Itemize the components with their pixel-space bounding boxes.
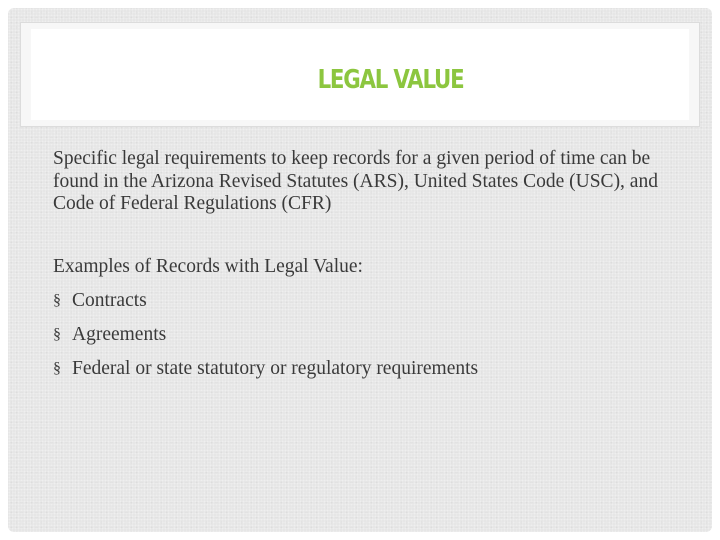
list-item [53, 284, 693, 318]
list-item [53, 318, 693, 352]
bullet-text: Contracts [72, 289, 147, 311]
title-band [20, 22, 700, 127]
slide-body [53, 148, 693, 386]
body-paragraph: Specific legal requirements to keep records for a given period of time can be found in the Arizona Revised Statutes (ARS), United States Code (USC), and Code of Federal Regulations (CFR) [53, 148, 658, 214]
title-band-inner [31, 29, 689, 120]
slide-title: LEGAL VALUE [317, 65, 464, 95]
bullet-icon: § [53, 325, 61, 343]
bullet-text: Federal or state statutory or regulatory requirements [72, 357, 479, 379]
bullet-text: Agreements [72, 323, 167, 345]
bullet-list [53, 284, 693, 386]
slide [8, 8, 712, 532]
bullet-icon: § [53, 291, 61, 309]
examples-heading: Examples of Records with Legal Value: [53, 255, 363, 277]
bullet-icon: § [53, 359, 61, 377]
list-item [53, 352, 693, 386]
